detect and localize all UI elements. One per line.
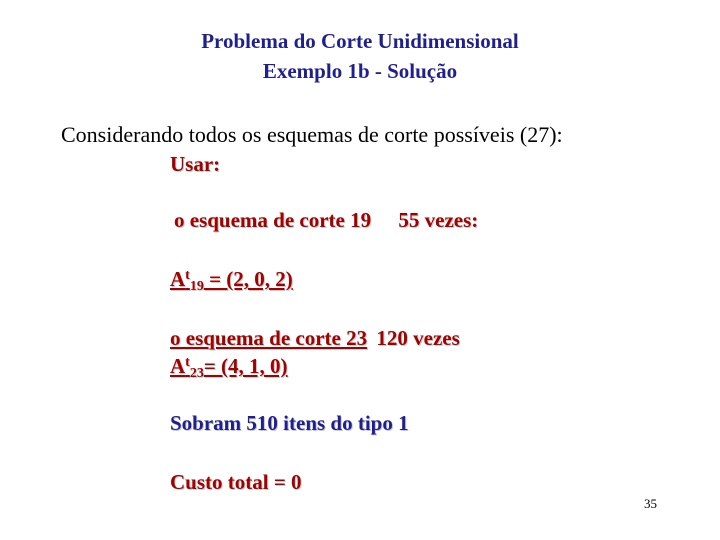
- page-number: 35: [644, 496, 657, 511]
- vector-19: [170, 267, 293, 295]
- intro-text: Considerando todos os esquemas de corte possíveis (27):: [61, 122, 563, 147]
- usar-label: Usar:: [170, 152, 221, 176]
- vector-19-base: $A^t_{19}$: [170, 267, 204, 294]
- vector-19-value: = (2, 0, 2): [203, 267, 293, 291]
- slide-subtitle: Exemplo 1b - Solução: [262, 59, 458, 83]
- vector-23: [170, 354, 288, 382]
- item-23-times: 120 vezes: [376, 326, 460, 350]
- leftover-text: Sobram 510 itens do tipo 1: [170, 411, 409, 435]
- total-cost: Custo total = 0: [170, 470, 302, 494]
- slide-title: Problema do Corte Unidimensional: [201, 29, 519, 53]
- vector-23-base: $A^t_{23}$: [170, 354, 204, 381]
- item-23: [170, 326, 460, 351]
- vector-23-value: = (4, 1, 0): [203, 354, 288, 378]
- item-19: [174, 208, 478, 233]
- item-23-text: o esquema de corte 23: [170, 326, 368, 350]
- item-19-text: o esquema de corte 19: [174, 208, 372, 232]
- item-19-times: 55 vezes:: [398, 208, 479, 232]
